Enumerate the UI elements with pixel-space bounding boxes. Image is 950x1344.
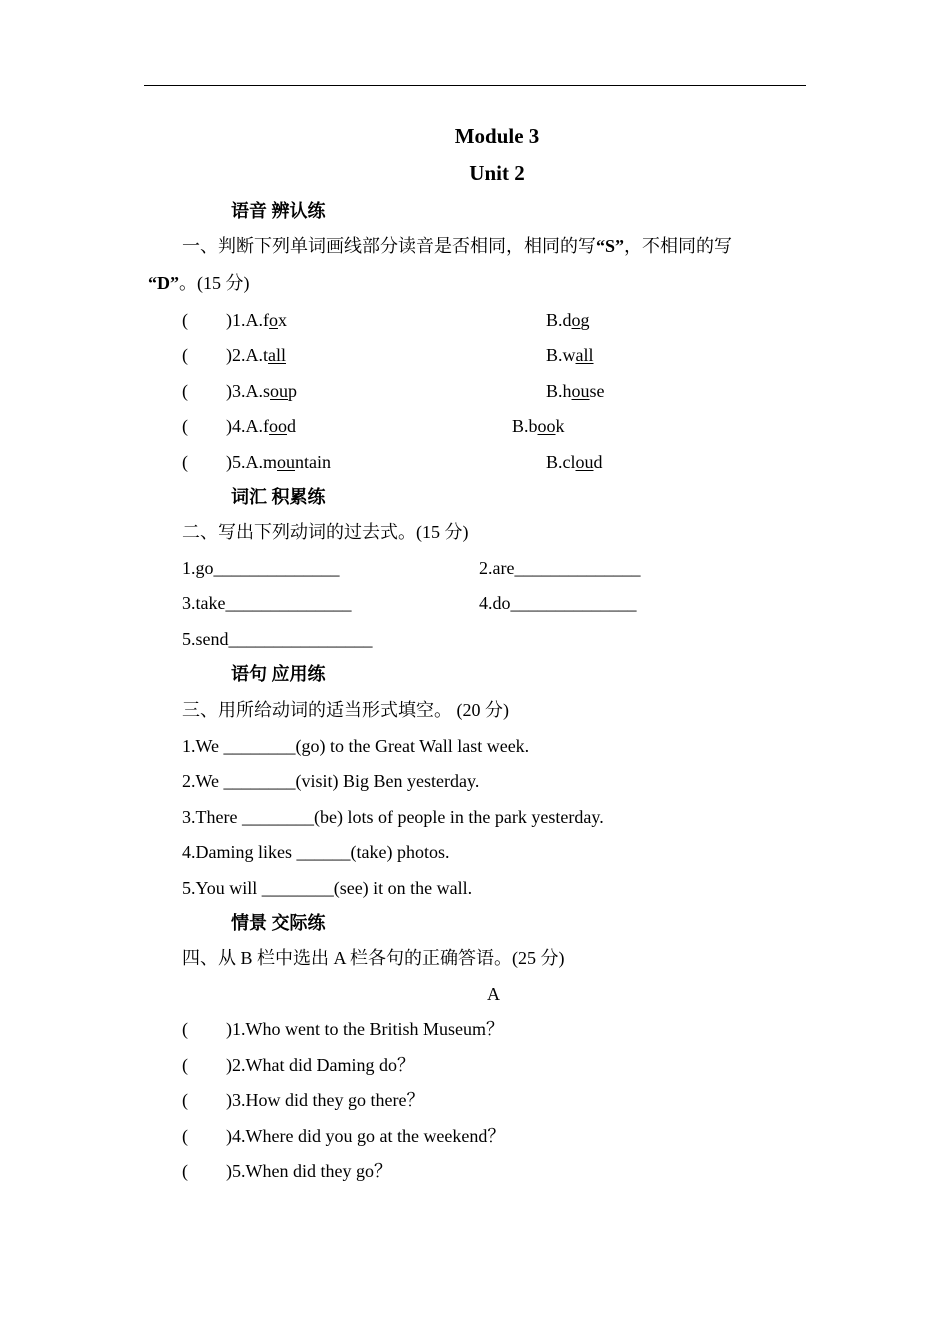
header-rule [144, 85, 806, 86]
answer-paren[interactable]: ( [182, 1055, 188, 1075]
list-item-b: B.book [512, 416, 565, 436]
list-item: )4.A.food [226, 416, 296, 436]
fill-sentence[interactable]: 4.Daming likes ______(take) photos. [182, 842, 450, 862]
answer-paren[interactable]: ( [182, 1090, 188, 1110]
module-title: Module 3 [454, 124, 540, 148]
list-item-b: B.dog [546, 310, 590, 330]
list-item: )2.A.tall [226, 345, 287, 365]
answer-paren[interactable]: ( [182, 452, 188, 472]
answer-paren[interactable]: ( [182, 310, 188, 330]
question-item: )3.How did they go there？ [226, 1090, 425, 1110]
instruction-d: “D” [148, 273, 179, 293]
list-item-b: B.wall [546, 345, 594, 365]
answer-paren[interactable]: ( [182, 1019, 188, 1039]
question-item: )1.Who went to the British Museum？ [226, 1019, 504, 1039]
section3-instruction: 三、用所给动词的适当形式填空。 (20 分) [182, 700, 509, 720]
answer-paren[interactable]: ( [182, 1161, 188, 1181]
column-a-label: A [487, 984, 500, 1004]
answer-paren[interactable]: ( [182, 416, 188, 436]
answer-paren[interactable]: ( [182, 345, 188, 365]
list-item-b: B.house [546, 381, 605, 401]
instruction-text: ，不相同的写 [624, 236, 733, 256]
answer-paren[interactable]: ( [182, 381, 188, 401]
fill-item[interactable]: 3.take______________ [182, 593, 352, 613]
fill-item[interactable]: 5.send________________ [182, 629, 373, 649]
section1-instruction-line1 [182, 235, 732, 257]
question-item: )2.What did Daming do？ [226, 1055, 415, 1075]
fill-sentence[interactable]: 3.There ________(be) lots of people in the park yesterday. [182, 807, 604, 827]
section2-instruction: 二、写出下列动词的过去式。(15 分) [182, 522, 469, 542]
question-item: )4.Where did you go at the weekend？ [226, 1126, 506, 1146]
instruction-s: “S” [596, 236, 625, 256]
fill-item[interactable]: 1.go______________ [182, 558, 340, 578]
fill-item[interactable]: 2.are______________ [479, 558, 641, 578]
instruction-text: 一、判断下列单词画线部分读音是否相同，相同的写 [182, 236, 596, 256]
section4-instruction: 四、从 B 栏中选出 A 栏各句的正确答语。(25 分) [182, 948, 565, 968]
section1-instruction-line2 [148, 272, 250, 294]
fill-sentence[interactable]: 1.We ________(go) to the Great Wall last week. [182, 736, 530, 756]
fill-sentence[interactable]: 2.We ________(visit) Big Ben yesterday. [182, 771, 480, 791]
instruction-score: 。(15 分) [179, 273, 250, 293]
section2-heading: 词汇 积累练 [231, 487, 326, 507]
question-item: )5.When did they go？ [226, 1161, 392, 1181]
fill-item[interactable]: 4.do______________ [479, 593, 637, 613]
list-item: )3.A.soup [226, 381, 298, 401]
list-item: )5.A.mountain [226, 452, 332, 472]
list-item-b: B.cloud [546, 452, 603, 472]
unit-title: Unit 2 [469, 161, 525, 185]
answer-paren[interactable]: ( [182, 1126, 188, 1146]
section1-heading: 语音 辨认练 [231, 201, 326, 221]
section4-heading: 情景 交际练 [231, 913, 326, 933]
fill-sentence[interactable]: 5.You will ________(see) it on the wall. [182, 878, 473, 898]
section3-heading: 语句 应用练 [231, 664, 326, 684]
list-item: )1.A.fox [226, 310, 287, 330]
